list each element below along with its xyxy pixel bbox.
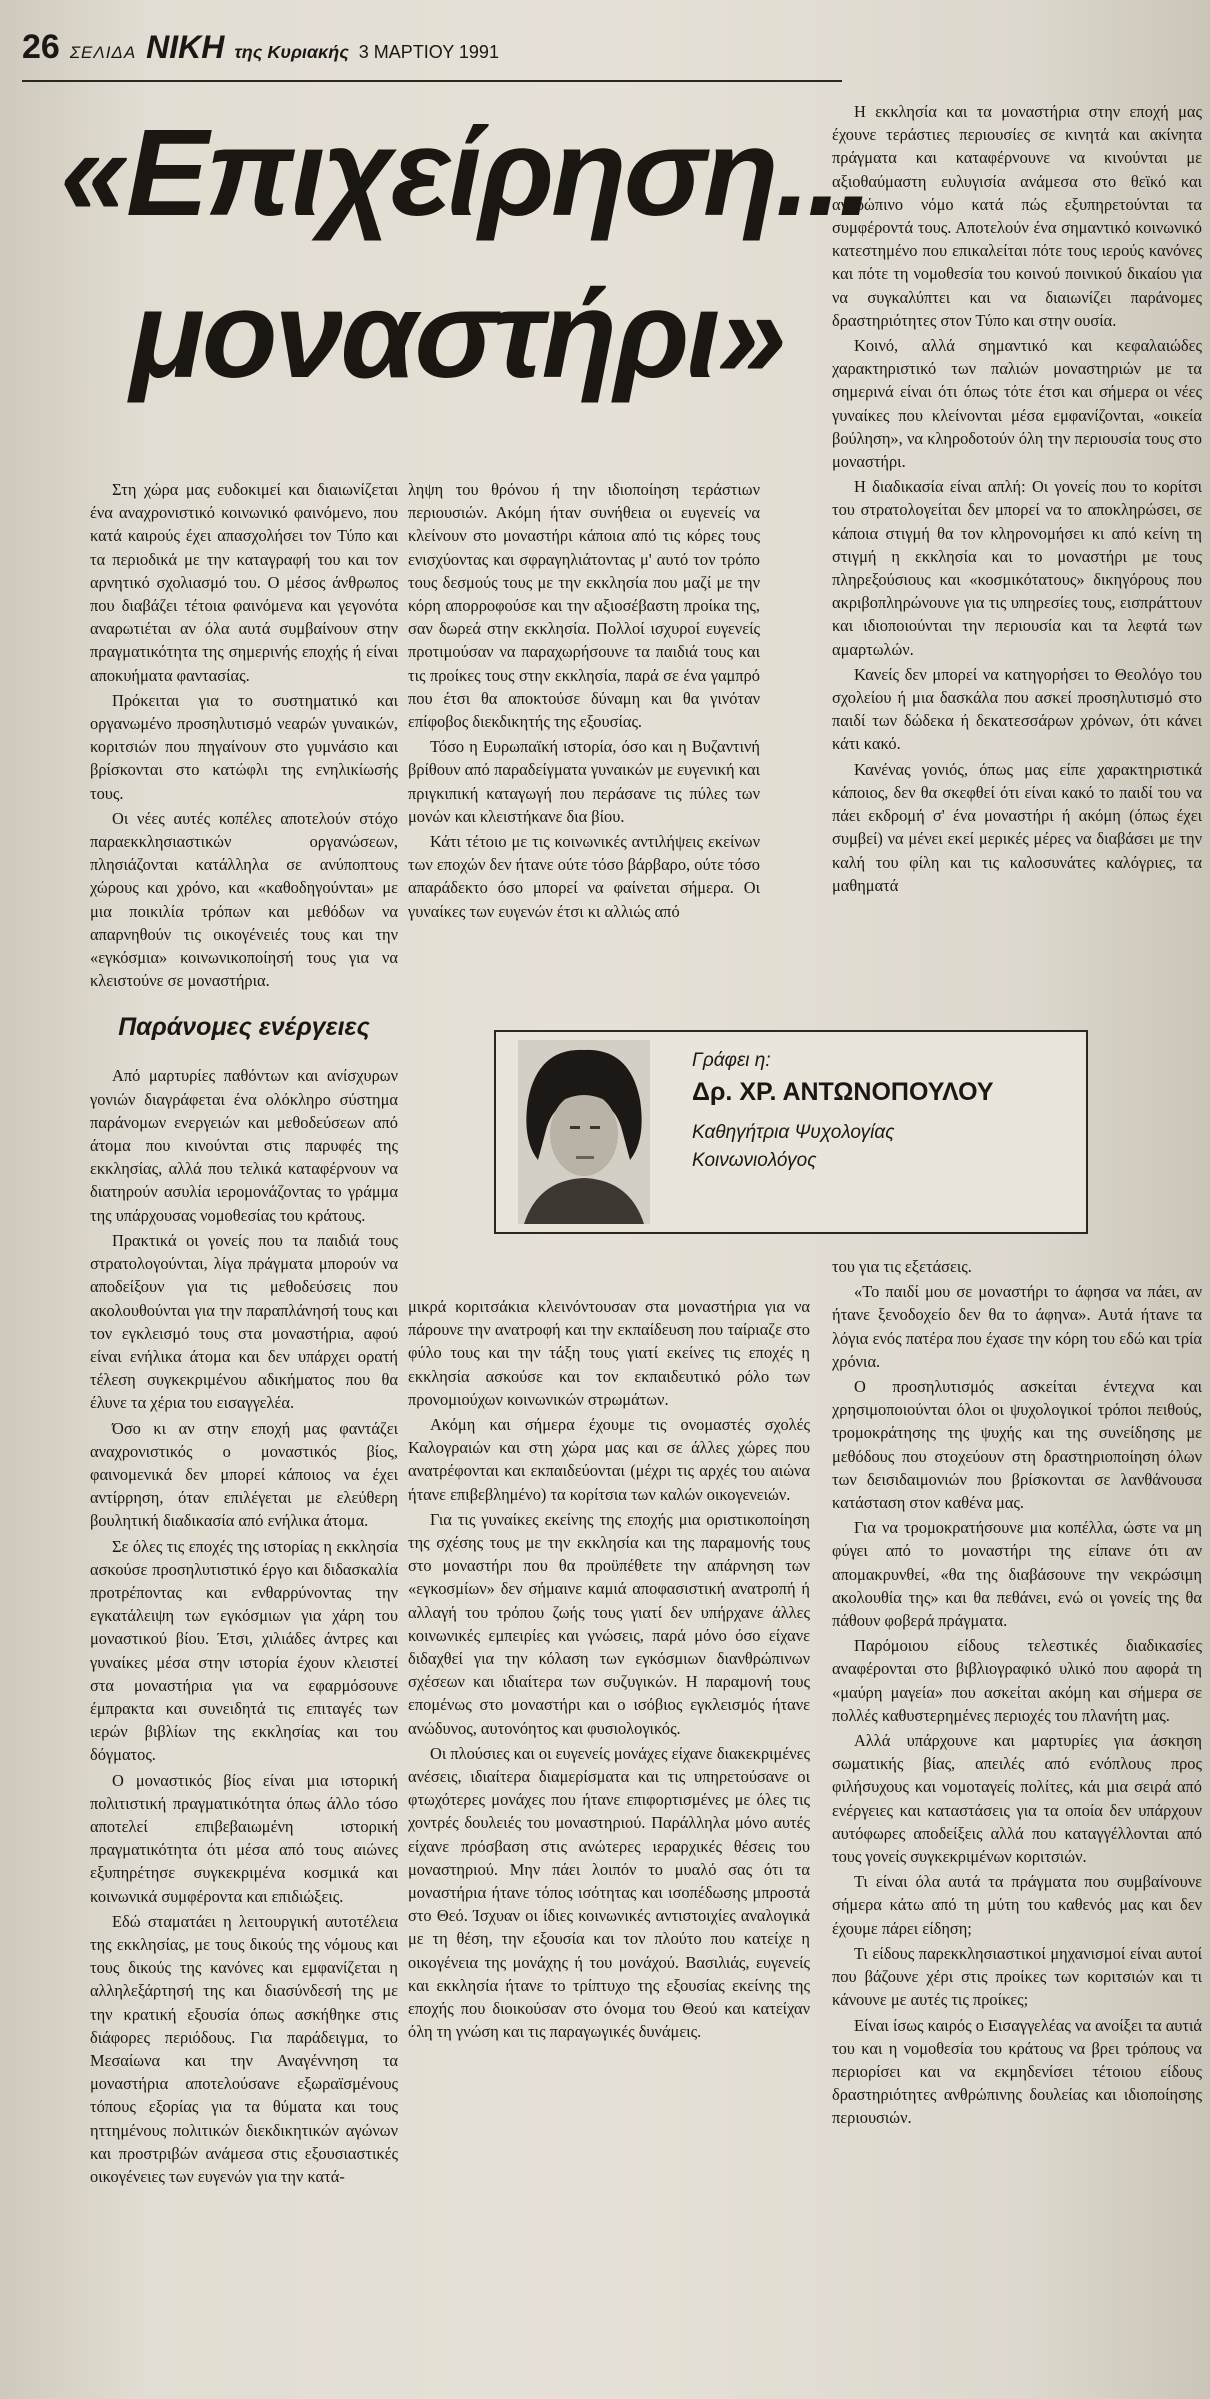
- paragraph: Από μαρτυρίες παθόντων και ανίσχυρων γονιών διαγράφεται ένα ολόκληρο σύστημα παράνομων ενεργειών και μεθοδεύσεων από άτομα που κινούνται στις παρυφές της εκκλησίας, αλλά που τελικά καταφέρνουν να διατηρούν ασυλία ιερομονάζοντας το γράμμα της υπάρχουσας νομοθεσίας του κράτους.: [90, 1066, 398, 1225]
- article-column-5: [832, 1255, 1202, 2132]
- headline: [60, 104, 871, 405]
- paragraph: Όσο κι αν στην εποχή μας φαντάζει αναχρονιστικός ο μοναστικός βίος, φαινομενικά δεν μπορεί κάποιος να έχει αντίρρηση, όταν επιλέγεται με ελεύθερη βουλητική διαδικασία από ενήλικα άτομα.: [90, 1418, 398, 1531]
- page-word: ΣΕΛΙΔΑ: [69, 43, 137, 62]
- paragraph: Είναι ίσως καιρός ο Εισαγγελέας να ανοίξει τα αυτιά του και η νομοθεσία του κράτους να βρει τρόπους να περιορίσει και να εκμηδενίσει τέτοιου είδους δραστηριότητες ανθρώπινης δουλείας και ιδιοποίησης περιουσιών.: [832, 2015, 1202, 2128]
- paragraph: «Το παιδί μου σε μοναστήρι το άφησα να πάει, αν ήτανε ξενοδοχείο δεν θα το άφηνα». Αυτά ήτανε τα λόγια ενός πατέρα που έχασε την κόρη του εδώ και τρία χρόνια.: [832, 1282, 1202, 1371]
- paper-name: ΝΙΚΗ: [146, 29, 225, 65]
- article-column-4: [408, 1295, 810, 2046]
- paragraph: Ακόμη και σήμερα έχουμε τις ονομαστές σχολές Καλογραιών και στη χώρα μας και σε άλλες χώρες που ανατρέφονται και εκπαιδεύονται (μέχρι τις αρχές του αιώνα ήτανε επιβεβλημένο) τα κορίτσια των καλών οικογενειών.: [408, 1415, 810, 1504]
- paragraph: Σε όλες τις εποχές της ιστορίας η εκκλησία ασκούσε προσηλυτιστικό έργο και διδασκαλία προτρέποντας και ενθαρρύνοντας την εγκατάλειψη των εγκόσμιων για χάρη του μοναστικού βίου. Έτσι, χιλιάδες άντρες και γυναίκες μέσα στην ιστορία έχουν κλειστεί στα μοναστήρια για να εφαρμόσουνε έμπρακτα και συνειδητά τις επιταγές των ιερών βιβλίων της εκκλησίας και του δόγματος.: [90, 1536, 398, 1765]
- paragraph: ληψη του θρόνου ή την ιδιοποίηση τεράστιων περιουσιών. Ακόμη ήταν συνήθεια οι ευγενείς να κλείνουν στο μοναστήρι κάποια από τις κόρες τους ενισχύοντας και σφραγηλιάτοντας μ' αυτό τον τρόπο τους δεσμούς τους με την εκκλησία που μαζί με την κόρη απορροφούσε και την αξιοσέβαστη προίκα της, σαν δωρεά στην εκκλησία. Πολλοί ισχυροί ευγενείς προτιμούσαν να παραχωρήσουνε τα παιδιά τους και τις προίκες τους στην εκκλησία, παρά σε ένα γαμπρό που έτσι θα αποκτούσε δύναμη και θα γινόταν επίφοβος διεκδικητής της εξουσίας.: [408, 480, 760, 732]
- paragraph: Η εκκλησία και τα μοναστήρια στην εποχή μας έχουνε τεράστιες περιουσίες σε κινητά και ακίνητα πράγματα και καταφέρνουνε να κινούνται με αξιοθαύμαστη ευλυγισία ανάμεσα στο θεϊκό και ανθρώπινο νόμο κατά πώς εξυπηρετούνται τα συμφέροντά τους. Αποτελούν ένα σημαντικό κοινωνικό κατεστημένο που επικαλείται πότε τους ιερούς κανόνες και πότε τη νομοθεσία του κοινού ποινικού δικαίου για να συγκαλύπτει και να διαιωνίζει παράνομες δραστηριότητες στον Τύπο και στην ουσία.: [832, 102, 1202, 330]
- article-column-1: [90, 478, 398, 2190]
- byline-label: Γράφει η:: [692, 1050, 771, 1071]
- paragraph: Ο μοναστικός βίος είναι μια ιστορική πολιτιστική πραγματικότητα όπως άλλο τόσο αποτελεί επιβεβαιωμένη ιστορική πραγματικότητα ότι μέσα από τους αιώνες εξυπηρέτησε συγκεκριμένα κοσμικά και κοινωνικά συμφέροντα και επιδιώξεις.: [90, 1770, 398, 1906]
- paragraph: Οι νέες αυτές κοπέλες αποτελούν στόχο παραεκκλησιαστικών οργανώσεων, πλησιάζονται κατάλληλα σε ανύποπτους χώρους και χρόνο, και «καθοδηγούνται» με μια ποικιλία τρόπων και μεθόδων να απαρνηθούν τις οικογένειές τους και την «εγκόσμια» κοινωνικοποίησή τους για να κλειστούνε σε μοναστήρια.: [90, 808, 398, 991]
- paragraph: Παρόμοιου είδους τελεστικές διαδικασίες αναφέρονται στο βιβλιογραφικό υλικό που αφορά τη «μαύρη μαγεία» που ασκείται ακόμη και σήμερα σε πολλές καθυστερημένες περιοχές του πλανήτη μας.: [832, 1636, 1202, 1725]
- paragraph: Για να τρομοκρατήσουνε μια κοπέλλα, ώστε να μη φύγει από το μοναστήρι της είπανε ότι αν απομακρυνθεί, «θα της διαβάσουνε την νεκρώσιμη ακολουθία της» και θα πεθάνει, ενώ οι γονείς της θα πάθουν φοβερά πράγματα.: [832, 1518, 1202, 1631]
- paragraph: Τι είδους παρεκκλησιαστικοί μηχανισμοί είναι αυτοί που βάζουνε χέρι στις προίκες των κοριτσιών και τι κάνουνε με αυτές τις προίκες;: [832, 1943, 1202, 2010]
- issue-date: 3 ΜΑΡΤΙΟΥ 1991: [358, 42, 499, 62]
- headline-line2: μοναστήρι»: [130, 266, 784, 405]
- paragraph: μικρά κοριτσάκια κλεινόντουσαν στα μοναστήρια για να πάρουνε την ανατροφή και την εκπαίδευση που ταίριαζε στο φύλο τους και την τάξη τους γιατί εκείνες τις εποχές η εκκλησία ασκούσε και τον εκπαιδευτικό ρόλο των προνομιούχων κοινωνικών στρωμάτων.: [408, 1297, 810, 1409]
- paragraph: Οι πλούσιες και οι ευγενείς μονάχες είχανε διακεκριμένες ανέσεις, ιδιαίτερα διαμερίσματα και τις υπηρετούσανε οι φτωχότερες μονάχες που ήτανε επιφορτισμένες με όλες τις χοντρές δουλειές του μοναστηριού. Παράλληλα μόνο αυτές είχανε πρόσβαση στις ανώτερες ιεραρχικές θέσεις του μοναστηριού. Μην πάει λοιπόν το μυαλό σας ότι τα μοναστήρια ήτανε τόπος ισότητας και ισοπέδωσης μπροστά στο Θεό. Ίσχυαν οι ίδιες κοινωνικές αντιστοιχίες αναλογικά με τη θέση, την εξουσία και τον πλούτο που κατείχε η οικογένεια της μονάχης ή του μονάχού. Βασιλιάς, ευγενείς και εκκλησία ήτανε το τρίπτυχο της εξουσίας εκείνης της εποχής που διοικούσαν στο όνομα του Θεού και κατείχαν όλη τη γνώση και τις παραγωγικές δυνάμεις.: [408, 1743, 810, 2042]
- page-number: 26: [22, 28, 60, 66]
- author-name: Δρ. ΧΡ. ΑΝΤΩΝΟΠΟΥΛΟΥ: [692, 1078, 994, 1106]
- masthead: [22, 28, 622, 78]
- paragraph: Στη χώρα μας ευδοκιμεί και διαιωνίζεται ένα αναχρονιστικό κοινωνικό φαινόμενο, που κατά καιρούς έχει απασχολήσει τον Τύπο και τα περιοδικά με την καταγραφή του και τον αρνητικό σχολιασμό του. Ο μέσος άνθρωπος που διαβάζει τέτοια φαινόμενα και γεγονότα αναρωτιέται αν όλα αυτά συμβαίνουν στην πραγματικότητα της σημερινής εποχής ή είναι αποκυήματα φαντασίας.: [90, 480, 398, 685]
- subheading: Παράνομες ενέργειες: [118, 1013, 370, 1042]
- paragraph: Πρακτικά οι γονείς που τα παιδιά τους στρατολογούνται, λίγα πράγματα μπορούν να αποδείξουν για τις μεθοδεύσεις που ακολουθούνται για την παραπλάνησή τους και τον εγκλεισμό τους στα μοναστήρια, αφού είναι ενήλικα άτομα και δεν υπάρχει ορατή τέλεση συγκεκριμένου αδικήματος που θα έλυνε τα χέρια του εισαγγελέα.: [90, 1230, 398, 1413]
- paragraph: Εδώ σταματάει η λειτουργική αυτοτέλεια της εκκλησίας, με τους δικούς της νόμους και τους δικούς της κανόνες και εμφανίζεται η αλληλεξάρτησή της και διασύνδεσή της με την κρατική εξουσία όπως ασκήθηκε στις διάφορες περιόδους. Για παράδειγμα, το Μεσαίωνα και την Αναγέννηση τα μοναστήρια αποτελούσανε εξωραϊσμένους τόπους εξορίας για τα θύματα και τους ηττημένους πολιτικών διεκδικητικών αγώνων και προστριβών ανάμεσα στις εξουσιαστικές οικογένειες των ευγενών για την κατά-: [90, 1911, 398, 2187]
- author-role: Κοινωνιολόγος: [692, 1150, 817, 1171]
- headline-line1: «Επιχείρηση...: [60, 104, 871, 242]
- paragraph: του για τις εξετάσεις.: [832, 1257, 972, 1276]
- article-column-2: [408, 478, 760, 925]
- byline-box: [494, 1030, 1088, 1234]
- paragraph: Για τις γυναίκες εκείνης της εποχής μια οριστικοποίηση της σχέσης τους με την εκκλησία και της παραμονής τους στο μοναστήρι που θα προϋπέθετε την απάρνηση των «εγκοσμίων» δεν σήμαινε καμιά αποφασιστική ανατροπή ή αλλαγή του τρόπου ζωής τους γιατί δεν υπήρχανε άλλες κοινωνικές εμπειρίες και γνώσεις, παρά μόνο όσο είχανε διδαχθεί για την κόλαση των εγκόσμιων διανθρώπινων σχέσεων και ιδιαίτερα των συζυγικών. Η παραμονή τους επομένως στο μοναστήρι και ο ισόβιος εγκλεισμός ήτανε ανώδυνος, αυτονόητος και φυσιολογικός.: [408, 1509, 810, 1738]
- masthead-rule: [22, 80, 842, 82]
- paragraph: Κανένας γονιός, όπως μας είπε χαρακτηριστικά κάποιος, δεν θα σκεφθεί ότι είναι κακό το παιδί του να πάει εκδρομή σ' ένα μοναστήρι ή ακόμη (όπως έχει συμβεί) να μένει εκεί μερικές μέρες να διαβάσει με την καλή του φίλη και τις καλοσυνάτες καλόγριες, τα μαθηματά: [832, 759, 1202, 895]
- author-portrait: [518, 1040, 650, 1224]
- author-role: Καθηγήτρια Ψυχολογίας: [692, 1122, 895, 1143]
- paragraph: Τι είναι όλα αυτά τα πράγματα που συμβαίνουνε σήμερα κάτω από τη μύτη του καθενός μας και δεν έχουμε πάρει είδηση;: [832, 1872, 1202, 1938]
- article-column-3: [832, 100, 1202, 899]
- paper-subtitle: της Κυριακής: [234, 42, 349, 62]
- paragraph: Κανείς δεν μπορεί να κατηγορήσει το Θεολόγο του σχολείου ή μια δασκάλα που ασκεί προσηλυτισμό στο παιδί των δώδεκα ή δεκατεσσάρων χρόνων, ότι κάνει κάτι κακό.: [832, 664, 1202, 754]
- paragraph: Κοινό, αλλά σημαντικό και κεφαλαιώδες χαρακτηριστικό των παλιών μοναστηριών με τα σημερινά είναι ότι όπως τότε έτσι και σήμερα οι νέες γυναίκες που κλείνονται μέσα εμφανίζονται, «οικεία βούληση», να κληροδοτούν όλη την περιουσία τους στο μοναστήρι.: [832, 336, 1202, 472]
- paragraph: Πρόκειται για το συστηματικό και οργανωμένο προσηλυτισμό νεαρών γυναικών, κοριτσιών που πηγαίνουν στο γυμνάσιο και βρίσκονται στο κατώφλι της ενηλικίωσής τους.: [90, 690, 398, 803]
- paragraph: Τόσο η Ευρωπαϊκή ιστορία, όσο και η Βυζαντινή βρίθουν από παραδείγματα γυναικών με ευγενική και πριγκιπική καταγωγή που περάσανε τις πύλες των μονών και κλειστήκανε δια βίου.: [408, 737, 760, 826]
- paragraph: Κάτι τέτοιο με τις κοινωνικές αντιλήψεις εκείνων των εποχών δεν ήτανε ούτε τόσο βάρβαρο, ούτε τόσο απαράδεκτο όσο μπορεί να φαίνεται σήμερα. Οι γυναίκες των ευγενών έτσι κι αλλιώς από: [408, 832, 760, 921]
- paragraph: Αλλά υπάρχουνε και μαρτυρίες για άσκηση σωματικής βίας, απειλές από ενόπλους προς φιλήσυχους και νομοταγείς πολίτες, κάι μια σειρά από ενέργειες και καταστάσεις για τα οποία δεν υπάρχουν αυτόφωρες αποδείξεις αλλά που καταγγέλλονται από τους γονείς συγκεκριμένων κοριτσιών.: [832, 1731, 1202, 1867]
- paragraph: Η διαδικασία είναι απλή: Οι γονείς που το κορίτσι του στρατολογείται δεν μπορεί να το αποκληρώσει, σε κάποια στιγμή θα τον κληρονομήσει κι από κείνη τη στιγμή η εκκλησία και το μοναστήρι με τους πληρεξούσιους και «κοσμικότατους» δικηγόρους που ακριβοπληρώνουνε για τις υπηρεσίες τους, εισπράττουν και ιδιοποιούνται την περιουσία και τα λεφτά των αμαρτωλών.: [832, 477, 1202, 659]
- paragraph: Ο προσηλυτισμός ασκείται έντεχνα και χρησιμοποιούνται όλοι οι ψυχολογικοί τρόποι πειθούς, τρομοκράτησης της ψυχής και της συνείδησης με μεθόδους που στοχεύουν στη δραστηριοποίηση όλων των δεισιδαιμονιών που βρίσκονται σε λανθάνουσα κατάσταση στον καθένα μας.: [832, 1377, 1202, 1513]
